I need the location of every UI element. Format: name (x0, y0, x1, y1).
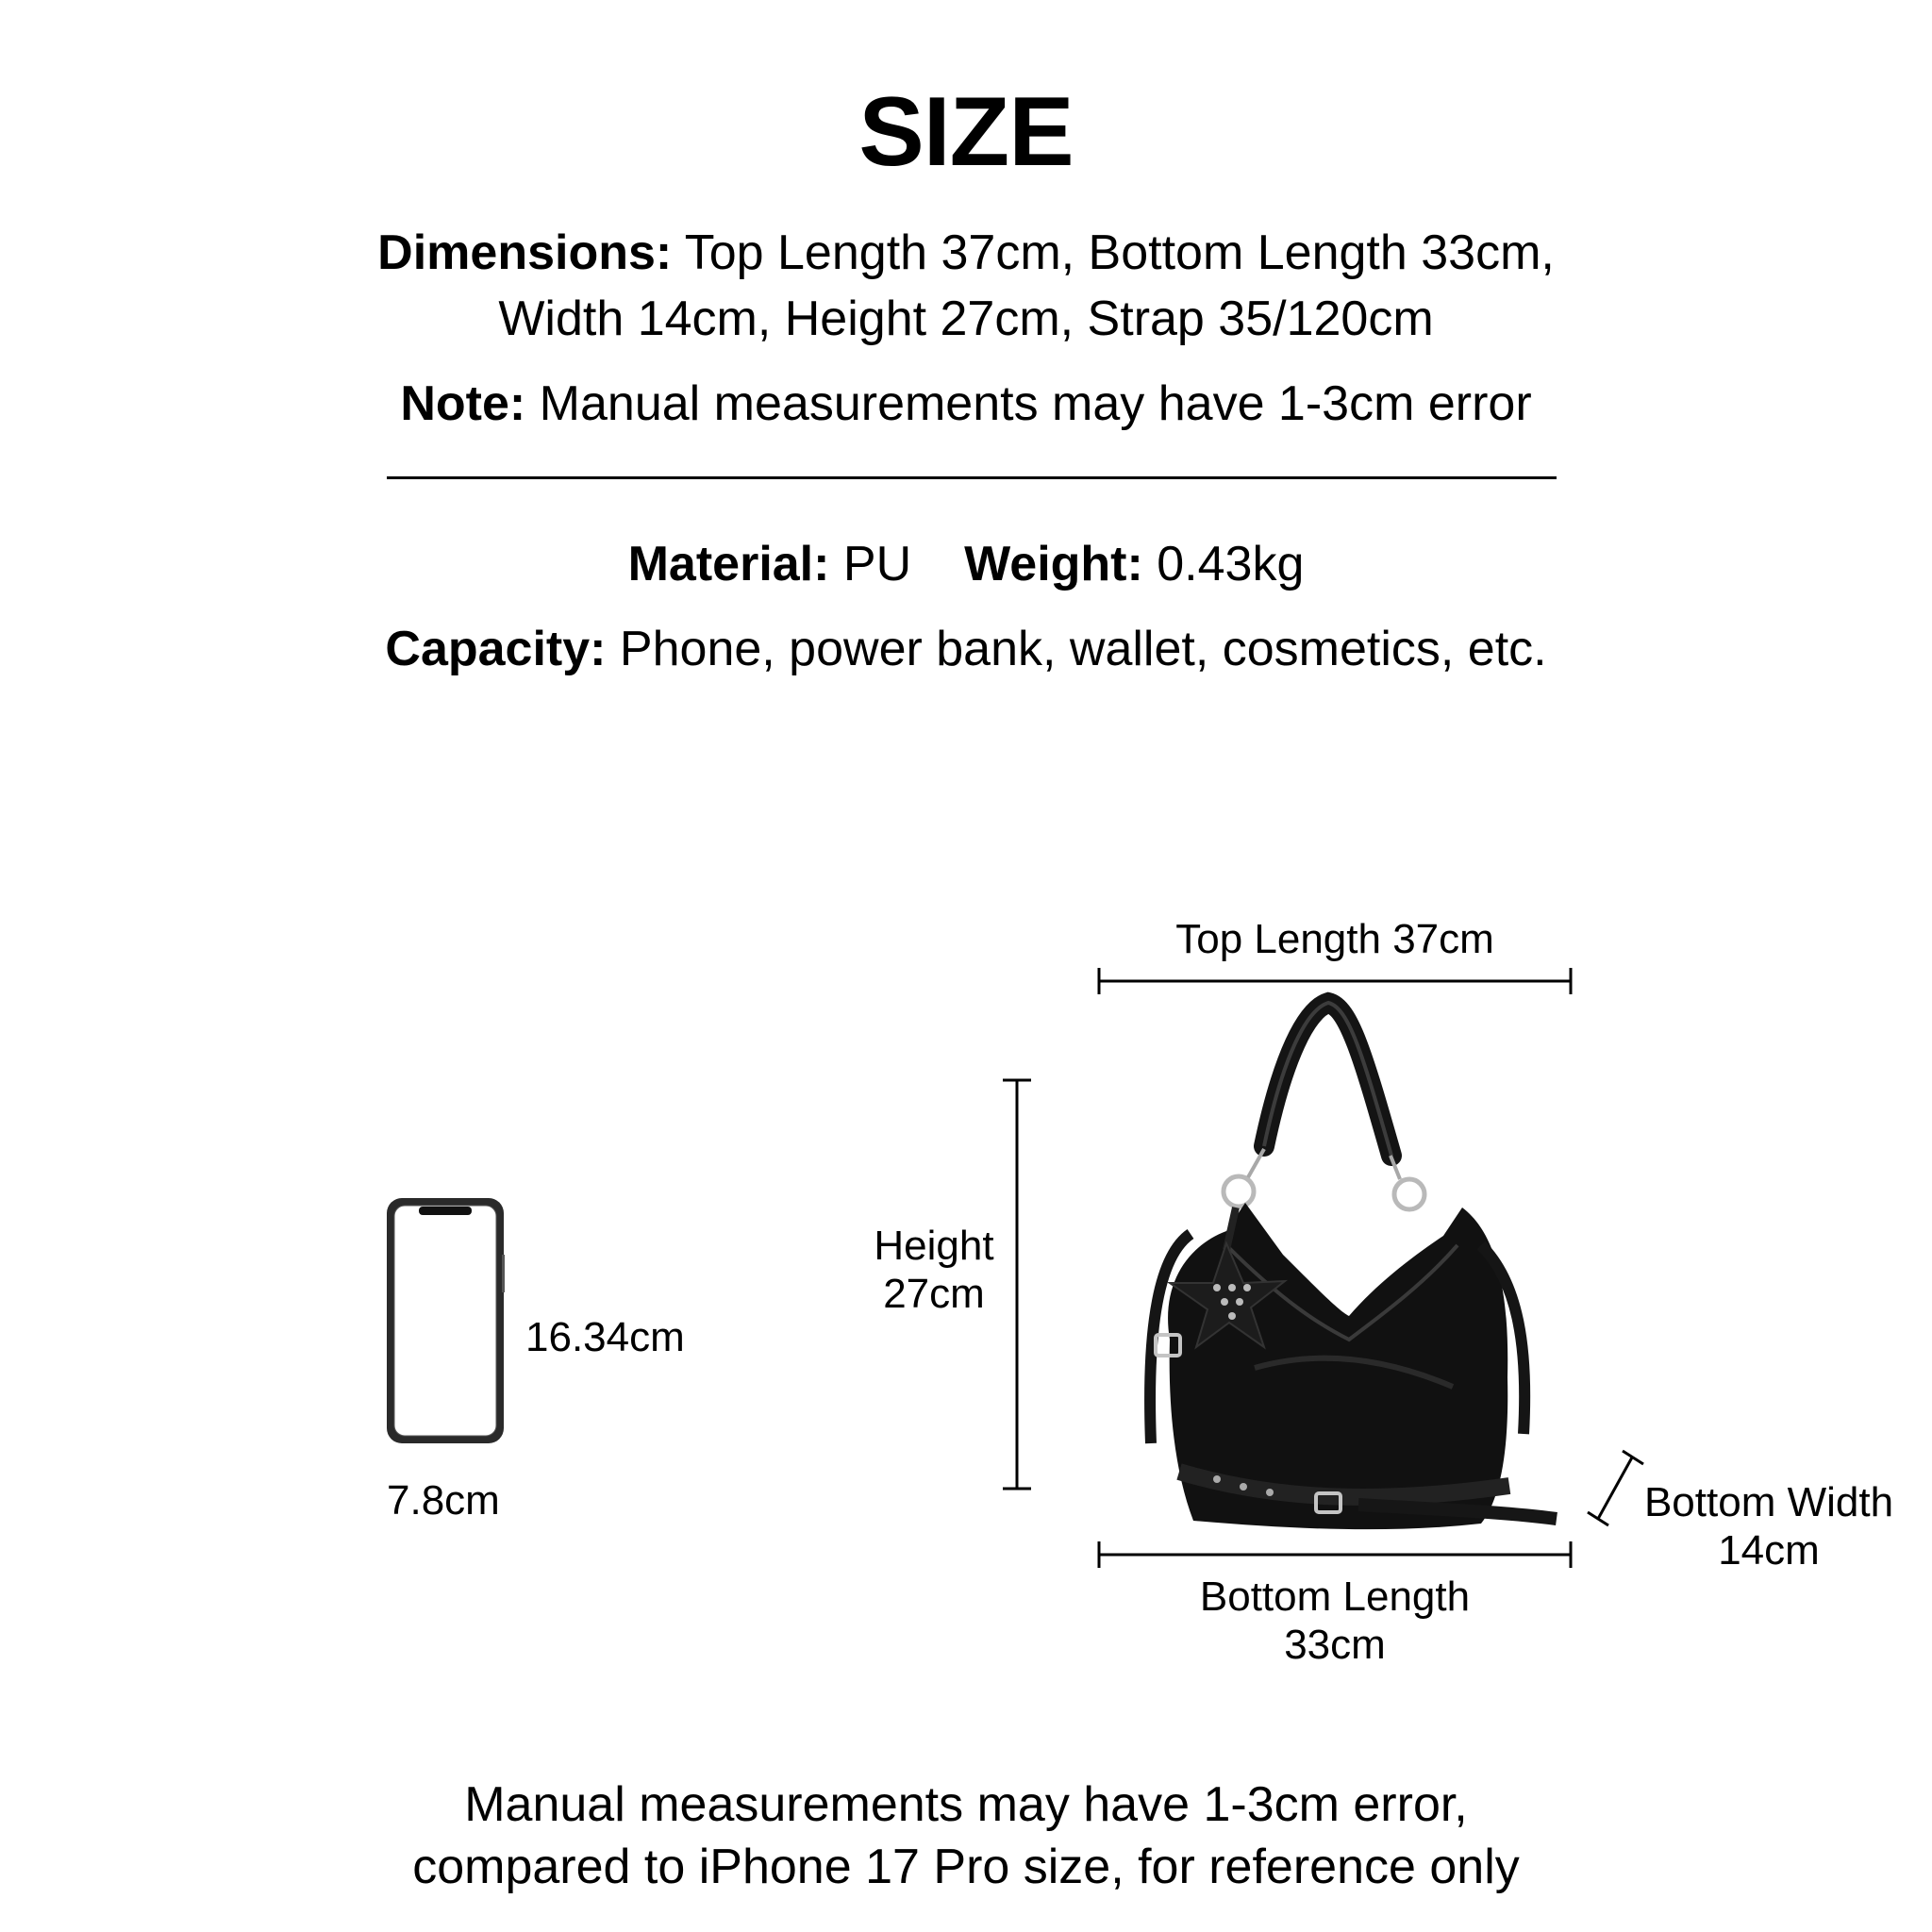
phone-icon (387, 1198, 505, 1443)
note-text: Manual measurements may have 1-3cm error (525, 376, 1532, 431)
dimensions-label: Dimensions: (377, 225, 673, 280)
weight-value: 0.43kg (1142, 537, 1305, 591)
top-length-dimension (1099, 968, 1571, 994)
dimensions-text-1: Top Length 37cm, Bottom Length 33cm, (672, 225, 1555, 280)
footer-line-2: compared to iPhone 17 Pro size, for reference only (412, 1840, 1520, 1894)
material-label: Material: (627, 537, 830, 591)
top-length-label: Top Length 37cm (1175, 916, 1494, 962)
dimensions-line-2: Width 14cm, Height 27cm, Strap 35/120cm (498, 291, 1434, 346)
bottom-length-label-line-1: Bottom Length (1199, 1574, 1471, 1620)
phone-height-label: 16.34cm (525, 1314, 685, 1360)
handbag-icon (1150, 1003, 1557, 1529)
weight-label: Weight: (964, 537, 1143, 591)
page-title: SIZE (858, 77, 1074, 187)
bottom-length-dimension (1099, 1541, 1571, 1568)
footer-line-1: Manual measurements may have 1-3cm error, (464, 1777, 1468, 1832)
material-value: PU (829, 537, 912, 591)
height-label-line-2: 27cm (883, 1271, 985, 1317)
bottom-width-label-line-2: 14cm (1718, 1527, 1820, 1574)
height-label-line-1: Height (874, 1223, 994, 1269)
bottom-width-label-line-1: Bottom Width (1643, 1479, 1894, 1525)
note-label: Note: (400, 376, 526, 431)
phone-width-label: 7.8cm (387, 1477, 500, 1524)
capacity-label: Capacity: (385, 622, 607, 676)
capacity-value: Phone, power bank, wallet, cosmetics, etc. (606, 622, 1547, 676)
bottom-length-label-line-2: 33cm (1284, 1622, 1386, 1668)
